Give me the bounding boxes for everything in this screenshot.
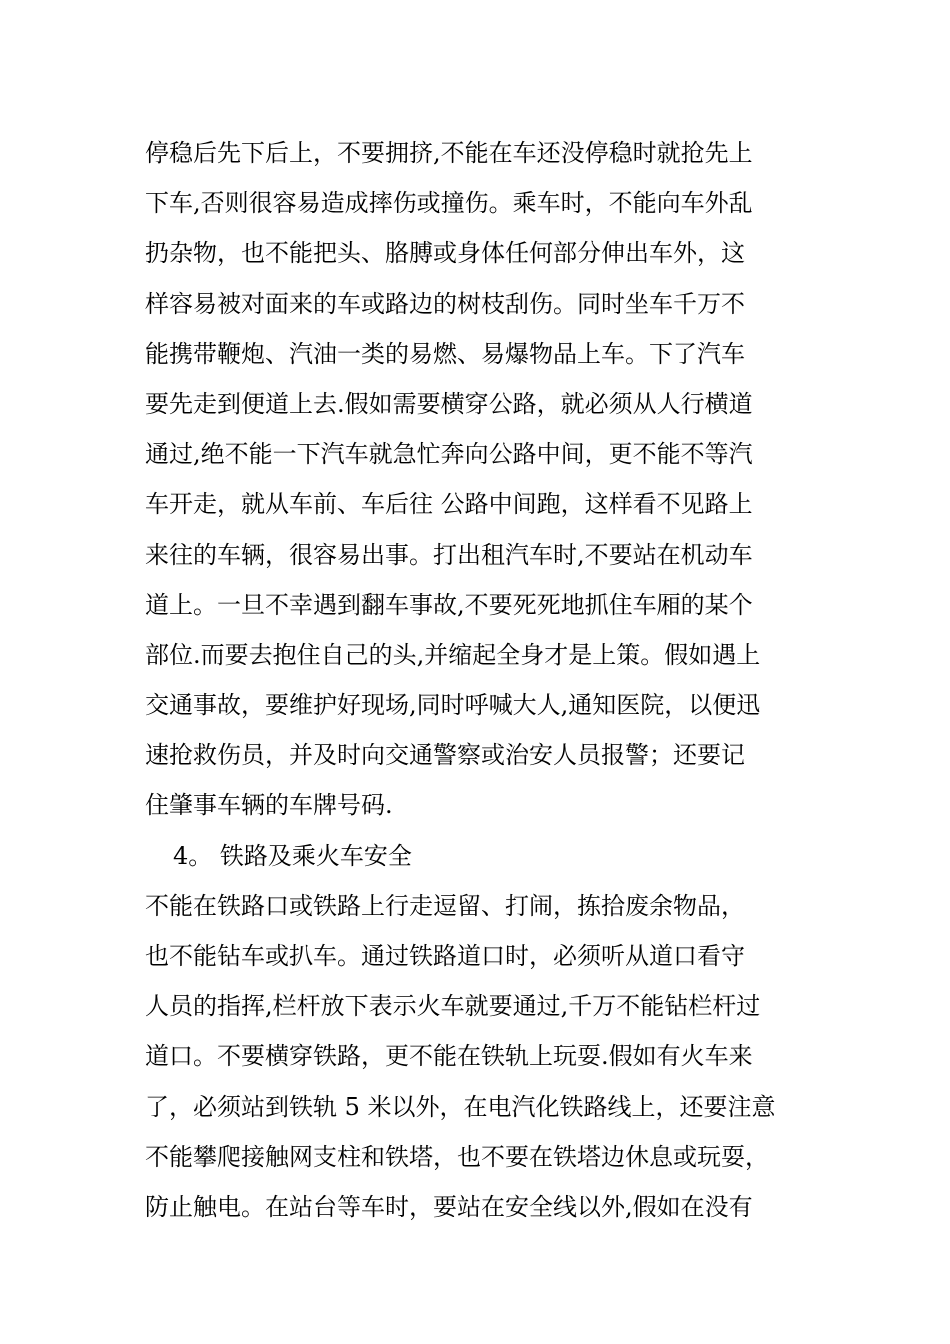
text-line: 不能在铁路口或铁路上行走逗留、打闹，拣拾废余物品，	[145, 891, 745, 920]
text-line: 也不能钻车或扒车。通过铁路道口时，必须听从道口看守	[145, 942, 745, 970]
text-line: 车开走，就从车前、车后往 公路中间跑，这样看不见路上	[145, 490, 753, 519]
text-line: 来往的车辆，很容易出事。打出租汽车时,不要站在机动车	[145, 540, 753, 569]
text-line: 住肇事车辆的车牌号码.	[145, 791, 393, 820]
text-line: 道口。不要横穿铁路，更不能在铁轨上玩耍.假如有火车来	[145, 1042, 753, 1071]
text-line: 人员的指挥,栏杆放下表示火车就要通过,千万不能钻栏杆过	[145, 992, 761, 1021]
text-line: 了，必须站到铁轨 5 米以外，在电汽化铁路线上，还要注意	[145, 1092, 776, 1121]
text-line: 部位.而要去抱住自己的头,并缩起全身才是上策。假如遇上	[145, 640, 761, 669]
text-line: 道上。一旦不幸遇到翻车事故,不要死死地抓住车厢的某个	[145, 590, 753, 619]
text-line: 扔杂物，也不能把头、胳膊或身体任何部分伸出车外，这	[145, 239, 745, 268]
text-line: 下车,否则很容易造成摔伤或撞伤。乘车时，不能向车外乱	[145, 189, 753, 218]
text-line: 样容易被对面来的车或路边的树枝刮伤。同时坐车千万不	[145, 289, 745, 318]
section-heading: 4。 铁路及乘火车安全	[173, 841, 412, 870]
text-line: 能携带鞭炮、汽油一类的易燃、易爆物品上车。下了汽车	[145, 339, 745, 368]
body-text	[145, 128, 825, 1232]
text-line: 通过,绝不能一下汽车就急忙奔向公路中间，更不能不等汽	[145, 440, 753, 469]
text-line: 停稳后先下后上，不要拥挤,不能在车还没停稳时就抢先上	[145, 139, 753, 167]
text-line: 要先走到便道上去.假如需要横穿公路，就必须从人行横道	[145, 389, 753, 418]
text-line: 交通事故，要维护好现场,同时呼喊大人,通知医院，以便迅	[145, 691, 761, 720]
text-line: 防止触电。在站台等车时，要站在安全线以外,假如在没有	[145, 1192, 753, 1221]
text-line: 速抢救伤员，并及时向交通警察或治安人员报警；还要记	[145, 741, 745, 770]
text-line: 不能攀爬接触网支柱和铁塔，也不要在铁塔边休息或玩耍，	[145, 1142, 769, 1171]
